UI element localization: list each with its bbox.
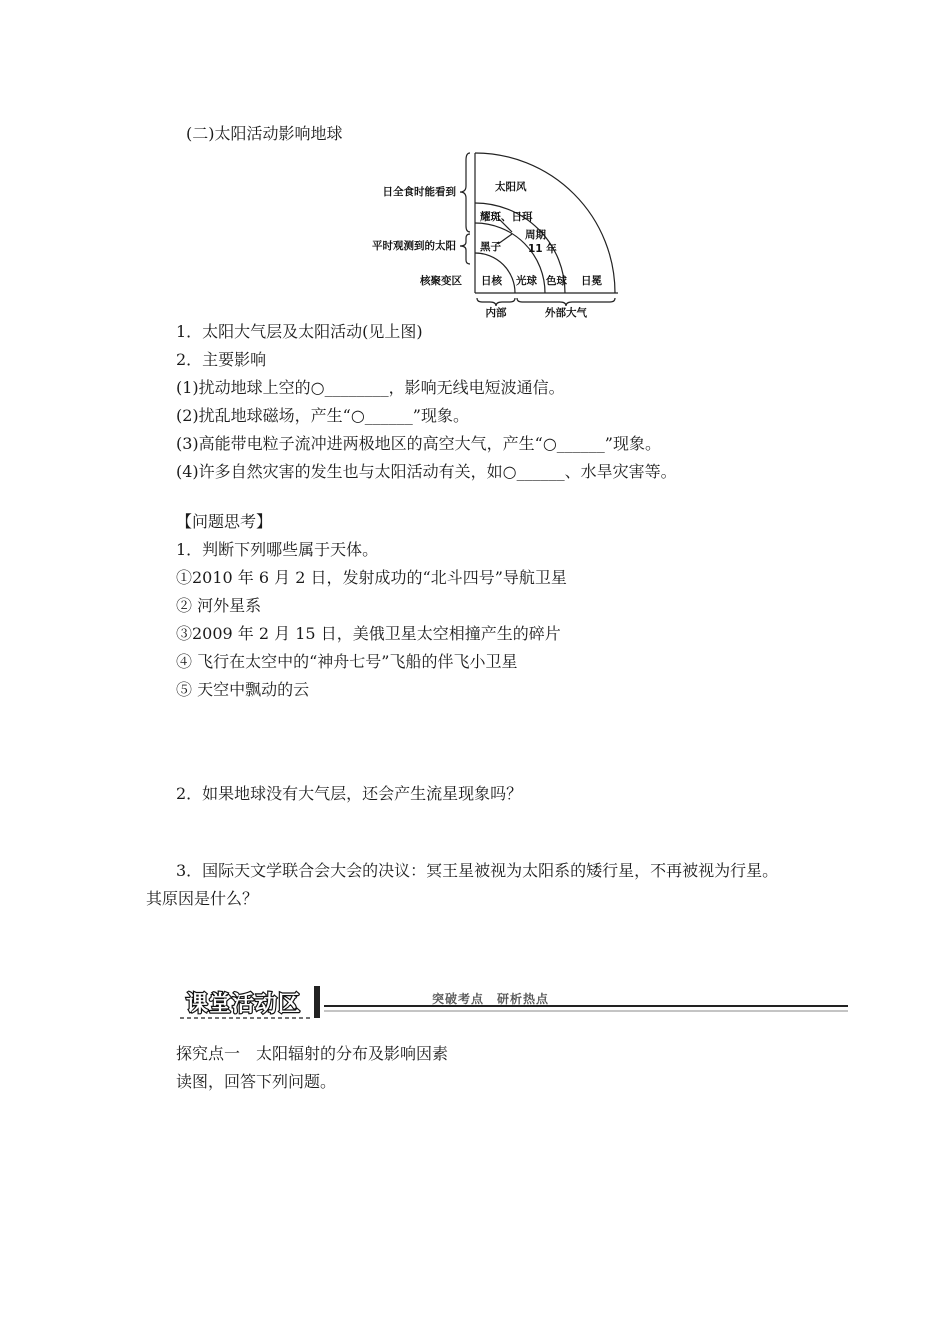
brace-inner [477, 298, 515, 306]
question-item: ④ 飞行在太空中的“神舟七号”飞船的伴飞小卫星 [176, 652, 518, 671]
region-cycle-2: 11 年 [528, 243, 557, 255]
bottom-outer: 外部大气 [545, 307, 587, 318]
line-6: (4)许多自然灾害的发生也与太阳活动有关，如○______、水旱灾害等。 [176, 462, 677, 481]
region-solar-wind: 太阳风 [495, 181, 527, 193]
section-heading: (二)太阳活动影响地球 [186, 124, 343, 143]
question-item: ② 河外星系 [176, 596, 262, 615]
question-2: 2．如果地球没有大气层，还会产生流星现象吗？ [176, 784, 523, 803]
brace-outer [517, 298, 615, 306]
line-5: (3)高能带电粒子流冲进两极地区的高空大气，产生“○______”现象。 [176, 434, 661, 453]
question-3-line-2: 其原因是什么？ [146, 889, 259, 908]
bottom-inner: 内部 [485, 307, 507, 318]
sun-structure-diagram [370, 148, 630, 318]
region-core: 日核 [481, 275, 502, 287]
outer-arc [475, 153, 615, 293]
question-item: ③2009 年 2 月 15 日，美俄卫星太空相撞产生的碎片 [176, 624, 561, 643]
region-cycle-1: 周期 [525, 229, 546, 241]
activity-instruction: 读图，回答下列问题。 [176, 1072, 337, 1091]
brace-normal [460, 234, 470, 264]
label-fusion: 核聚变区 [420, 275, 462, 287]
photosphere-arc [475, 253, 515, 293]
region-photosphere: 光球 [516, 275, 537, 287]
question-1: 1．判断下列哪些属于天体。 [176, 540, 379, 559]
banner-title [182, 985, 312, 1025]
region-sunspot: 黑子 [480, 241, 501, 253]
questions-heading: 【问题思考】 [176, 512, 273, 531]
question-item: ①2010 年 6 月 2 日，发射成功的“北斗四号”导航卫星 [176, 568, 567, 587]
question-item: ⑤ 天空中飘动的云 [176, 680, 310, 699]
line-2: 2．主要影响 [176, 350, 267, 369]
label-normal: 平时观测到的太阳 [372, 240, 456, 252]
banner-title-text: 课堂活动区 [186, 992, 302, 1017]
region-corona: 日冕 [581, 275, 602, 287]
line-4: (2)扰乱地球磁场，产生“○______”现象。 [176, 406, 469, 425]
activity-point: 探究点一 太阳辐射的分布及影响因素 [176, 1044, 449, 1063]
line-3: (1)扰动地球上空的○________，影响无线电短波通信。 [176, 378, 565, 397]
label-eclipse: 日全食时能看到 [382, 186, 456, 198]
line-1: 1．太阳大气层及太阳活动(见上图) [176, 322, 423, 341]
region-chromosphere: 色球 [546, 275, 567, 287]
region-flare: 耀斑、日珥 [480, 211, 533, 223]
brace-eclipse [460, 153, 470, 232]
question-3-line-1: 3．国际天文学联合会大会的决议：冥王星被视为太阳系的矮行星，不再被视为行星。 [176, 861, 779, 880]
banner-subtitle: 突破考点 研析热点 [432, 992, 550, 1006]
